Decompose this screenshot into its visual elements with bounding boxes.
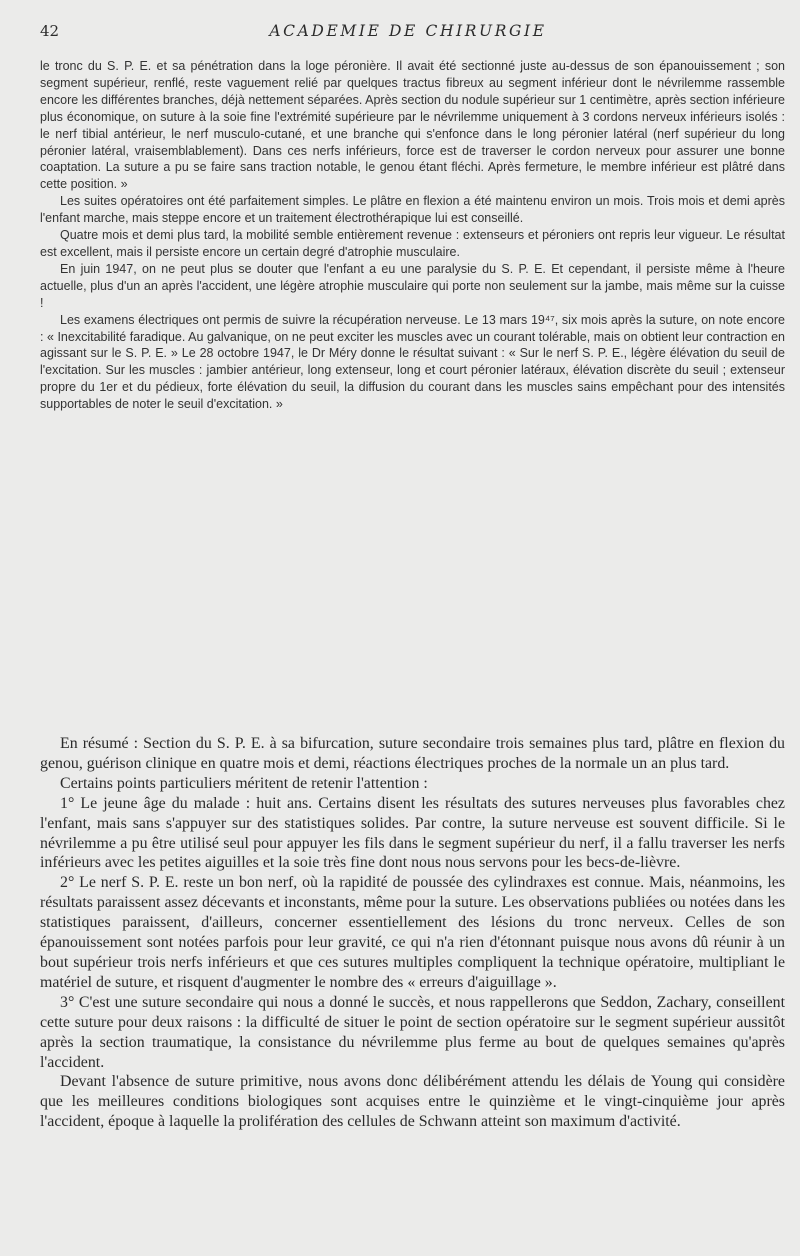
paragraph: 1° Le jeune âge du malade : huit ans. Certains disent les résultats des sutures nerveuses plus favorables chez l'enfant, mais sans s'appuyer sur des statistiques solides. Par contre, la suture nerveuse est souvent difficile. Si le névrilemme a pu être utilisé seul pour appuyer les fils dans le segment supérieur du nerf, il a fallu traverser les nerfs inférieurs avec les petites aiguilles et la soie très fine dont nous nous servons pour les becs-de-lièvre.	[40, 794, 785, 872]
paragraph: 3° C'est une suture secondaire qui nous a donné le succès, et nous rappellerons que Seddon, Zachary, conseillent cette suture pour deux raisons : la difficulté de situer le point de section opératoire sur le segment supérieur aussitôt après la section traumatique, la consistance du névrilemme plus ferme au bout de quelques semaines qu'après l'accident.	[40, 993, 785, 1071]
discussion-text	[40, 734, 785, 1132]
paragraph: 2° Le nerf S. P. E. reste un bon nerf, où la rapidité de poussée des cylindraxes est connue. Mais, néanmoins, les résultats paraissent assez décevants et inconstants, même pour la suture. Les observations publiées ou notées dans les statistiques paraissent, d'ailleurs, concerner essentiellement des lésions du tronc nerveux. Celles de son épanouissement sont notées parfois pour leur gravité, ce qui n'a rien d'étonnant puisque nous avons dû réunir à un bout supérieur trois nerfs inférieurs et que ces sutures multiples compliquent la technique opératoire, multipliant le matériel de suture, et risquent d'augmenter le nombre des « erreurs d'aiguillage ».	[40, 874, 785, 991]
paragraph: En juin 1947, on ne peut plus se douter que l'enfant a eu une paralysie du S. P. E. Et cependant, il persiste même à l'heure actuelle, plus d'un an après l'accident, une légère atrophie musculaire qui porte non seulement sur la jambe, mais même sur la cuisse !	[40, 261, 785, 310]
paragraph: Devant l'absence de suture primitive, nous avons donc délibérément attendu les délais de Young qui considère que les meilleures conditions biologiques sont acquises entre le quinzième et le vingt-cinquième jour après l'accident, époque à laquelle la prolifération des cellules de Schwann atteint son maximum d'activité.	[40, 1073, 785, 1131]
paragraph: le tronc du S. P. E. et sa pénétration dans la loge péronière. Il avait été sectionné juste au-dessus de son épanouissement ; son segment supérieur, renflé, reste vaguement relié par quelques tractus fibreux au segment inférieur dont le névrilemme rassemble encore les différentes branches, déjà nettement séparées. Après section du nodule supérieur sur 1 centimètre, après section inférieure plus économique, on suture à la soie fine l'extrémité supérieure par le névrilemme uniquement à 3 cordons nerveux inférieurs isolés : le nerf tibial antérieur, le nerf musculo-cutané, et une branche qui s'enfonce dans le long péronier latéral (nerf supérieur du long péronier latéral, vraisemblablement). Dans ces nerfs inférieurs, force est de traverser le cordon nerveux pour assurer une bonne coaptation. La suture a pu se faire sans traction notable, le genou étant fléchi. Après fermeture, le membre inférieur est plâtré dans cette position. »	[40, 59, 785, 192]
paragraph: Les suites opératoires ont été parfaitement simples. Le plâtre en flexion a été maintenu environ un mois. Trois mois et demi après l'enfant marche, mais steppe encore et un traitement électrothérapique lui est conseillé.	[40, 194, 785, 226]
paragraph: Quatre mois et demi plus tard, la mobilité semble entièrement revenue : extenseurs et péroniers ont repris leur vigueur. Le résultat est excellent, mais il persiste encore un certain degré d'atrophie musculaire.	[40, 228, 785, 259]
paragraph: En résumé : Section du S. P. E. à sa bifurcation, suture secondaire trois semaines plus tard, plâtre en flexion du genou, guérison clinique en quatre mois et demi, réactions électriques proches de la normale un an plus tard.	[40, 735, 785, 772]
page-number: 42	[40, 22, 60, 40]
page-header	[40, 22, 776, 44]
paragraph: Les examens électriques ont permis de suivre la récupération nerveuse. Le 13 mars 19⁴⁷, six mois après la suture, on note encore : « Inexcitabilité faradique. Au galvanique, on ne peut exciter les muscles avec un courant tolérable, mais on obtient leur contraction en agissant sur le S. P. E. » Le 28 octobre 1947, le Dr Méry donne le résultat suivant : « Sur le nerf S. P. E., légère élévation du seuil de l'excitation. Sur les muscles : jambier antérieur, long extenseur, long et court péronier latéraux, élévation discrète du seuil ; extenseur propre du 1er et du pédieux, forte élévation du seuil, la diffusion du courant dans les muscles sains empêchant pour des intensités supportables de noter le seuil d'excitation. »	[40, 312, 785, 412]
paragraph: Certains points particuliers méritent de retenir l'attention :	[60, 774, 428, 792]
case-report-text	[40, 58, 785, 413]
running-title: ACADEMIE DE CHIRURGIE	[269, 22, 547, 40]
